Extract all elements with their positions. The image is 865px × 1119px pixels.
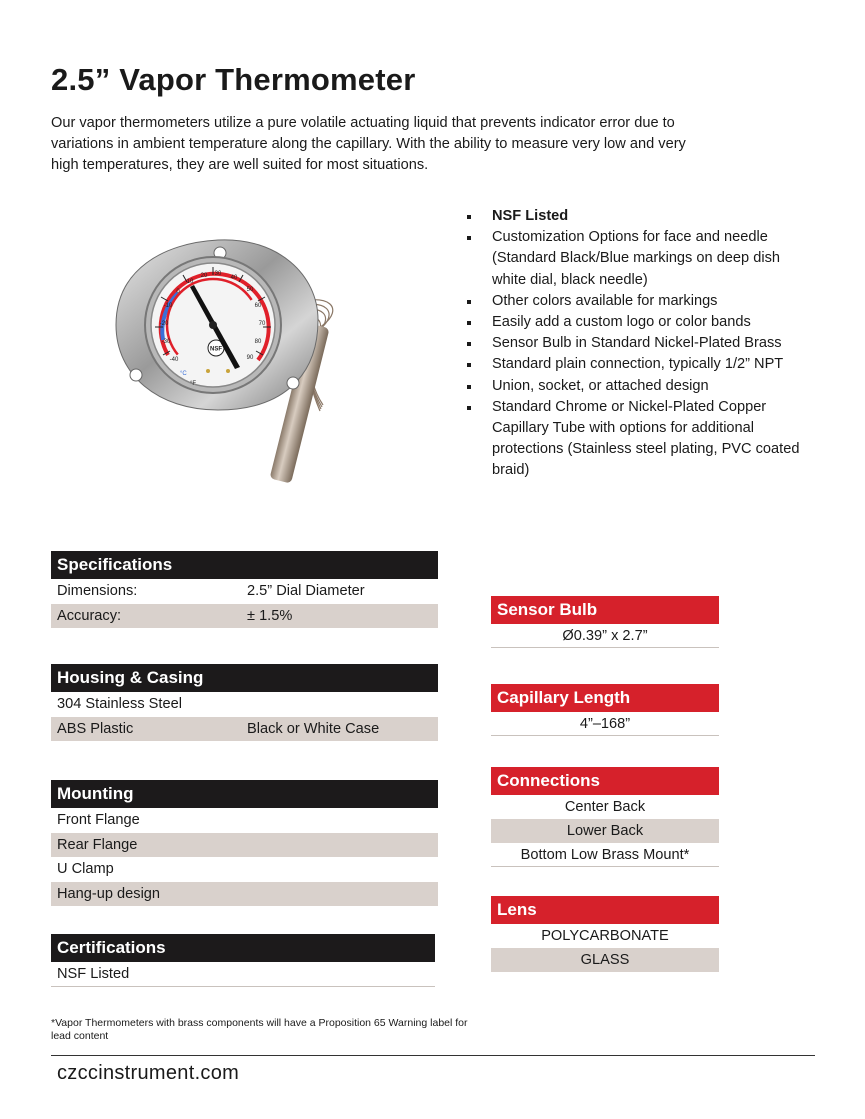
table-row: U Clamp	[57, 861, 114, 877]
table-row: Hang-up design	[51, 882, 438, 907]
svg-text:0: 0	[176, 289, 180, 295]
svg-text:60: 60	[254, 303, 262, 309]
table-row: Ø0.39” x 2.7”	[491, 624, 719, 648]
specifications-table	[51, 551, 438, 628]
svg-text:-20: -20	[159, 321, 169, 327]
feature-item: NSF Listed	[464, 206, 814, 227]
certifications-header: Certifications	[51, 934, 435, 962]
sensor-bulb-table	[491, 596, 719, 648]
svg-text:40: 40	[230, 275, 238, 281]
capillary-length-table	[491, 684, 719, 736]
housing-header: Housing & Casing	[51, 664, 438, 692]
feature-item: Easily add a custom logo or color bands	[464, 312, 814, 333]
svg-text:20: 20	[200, 273, 208, 279]
table-row: 4”–168”	[491, 712, 719, 736]
thermometer-image	[108, 235, 348, 505]
housing-table	[51, 664, 438, 741]
svg-text:10: 10	[186, 279, 194, 285]
feature-item: Customization Options for face and needle (Standard Black/Blue markings on deep dish white dial, black needle)	[464, 227, 814, 291]
svg-text:90: 90	[246, 355, 254, 361]
spec-label: Accuracy:	[57, 607, 122, 624]
table-row	[51, 717, 438, 742]
dial-unit-c: °C	[180, 371, 187, 377]
table-row: POLYCARBONATE	[541, 928, 669, 944]
svg-text:-40: -40	[169, 357, 179, 363]
table-row	[51, 579, 438, 604]
feature-item: Other colors available for markings	[464, 291, 814, 312]
spec-value: 2.5” Dial Diameter	[247, 583, 365, 599]
feature-item: Sensor Bulb in Standard Nickel-Plated Brass	[464, 333, 814, 354]
spec-label: Dimensions:	[57, 583, 138, 599]
housing-label: 304 Stainless Steel	[57, 696, 182, 712]
mounting-table	[51, 780, 438, 906]
table-row	[51, 692, 438, 717]
svg-text:80: 80	[254, 339, 262, 345]
svg-text:50: 50	[246, 287, 254, 293]
table-row: Front Flange	[57, 812, 140, 828]
housing-label: ABS Plastic	[57, 720, 134, 737]
table-row: Rear Flange	[51, 833, 438, 858]
connections-table	[491, 767, 719, 867]
housing-value: Black or White Case	[247, 720, 380, 737]
table-row: GLASS	[491, 948, 719, 972]
table-row: Lower Back	[491, 819, 719, 843]
svg-text:-30: -30	[161, 339, 171, 345]
dial-nsf-label: NSF	[210, 346, 222, 353]
intro-paragraph: Our vapor thermometers utilize a pure volatile actuating liquid that prevents indicator error due to variations in ambient temperature along the capillary. With the ability to measure very low and very high temperatures, they are well suited for most situations.	[51, 115, 686, 173]
svg-text:-10: -10	[163, 303, 173, 309]
feature-item: Standard Chrome or Nickel-Plated Copper Capillary Tube with options for additional protections (Stainless steel plating, PVC coated braid)	[464, 397, 814, 482]
table-row: NSF Listed	[51, 962, 435, 987]
footer-divider	[51, 1055, 815, 1056]
feature-item: Union, socket, or attached design	[464, 376, 814, 397]
website-link[interactable]: czccinstrument.com	[57, 1062, 240, 1084]
connections-header: Connections	[491, 767, 719, 795]
table-row: Center Back	[564, 799, 646, 815]
mounting-header: Mounting	[51, 780, 438, 808]
lens-table	[491, 896, 719, 972]
dial-unit-f: °F	[190, 381, 197, 387]
page-title: 2.5” Vapor Thermometer	[51, 62, 416, 97]
footnote: *Vapor Thermometers with brass components will have a Proposition 65 Warning label for lead content	[51, 1017, 468, 1042]
spec-value: ± 1.5%	[247, 607, 293, 624]
sensor-bulb-header: Sensor Bulb	[491, 596, 719, 624]
specifications-header: Specifications	[51, 551, 438, 579]
feature-item: Standard plain connection, typically 1/2” NPT	[464, 354, 814, 375]
lens-header: Lens	[491, 896, 719, 924]
capillary-length-header: Capillary Length	[491, 684, 719, 712]
table-row	[51, 604, 438, 629]
svg-text:30: 30	[214, 271, 222, 277]
certifications-table	[51, 934, 435, 987]
svg-text:70: 70	[258, 321, 266, 327]
table-row: Bottom Low Brass Mount*	[491, 843, 719, 867]
feature-list	[464, 206, 814, 482]
